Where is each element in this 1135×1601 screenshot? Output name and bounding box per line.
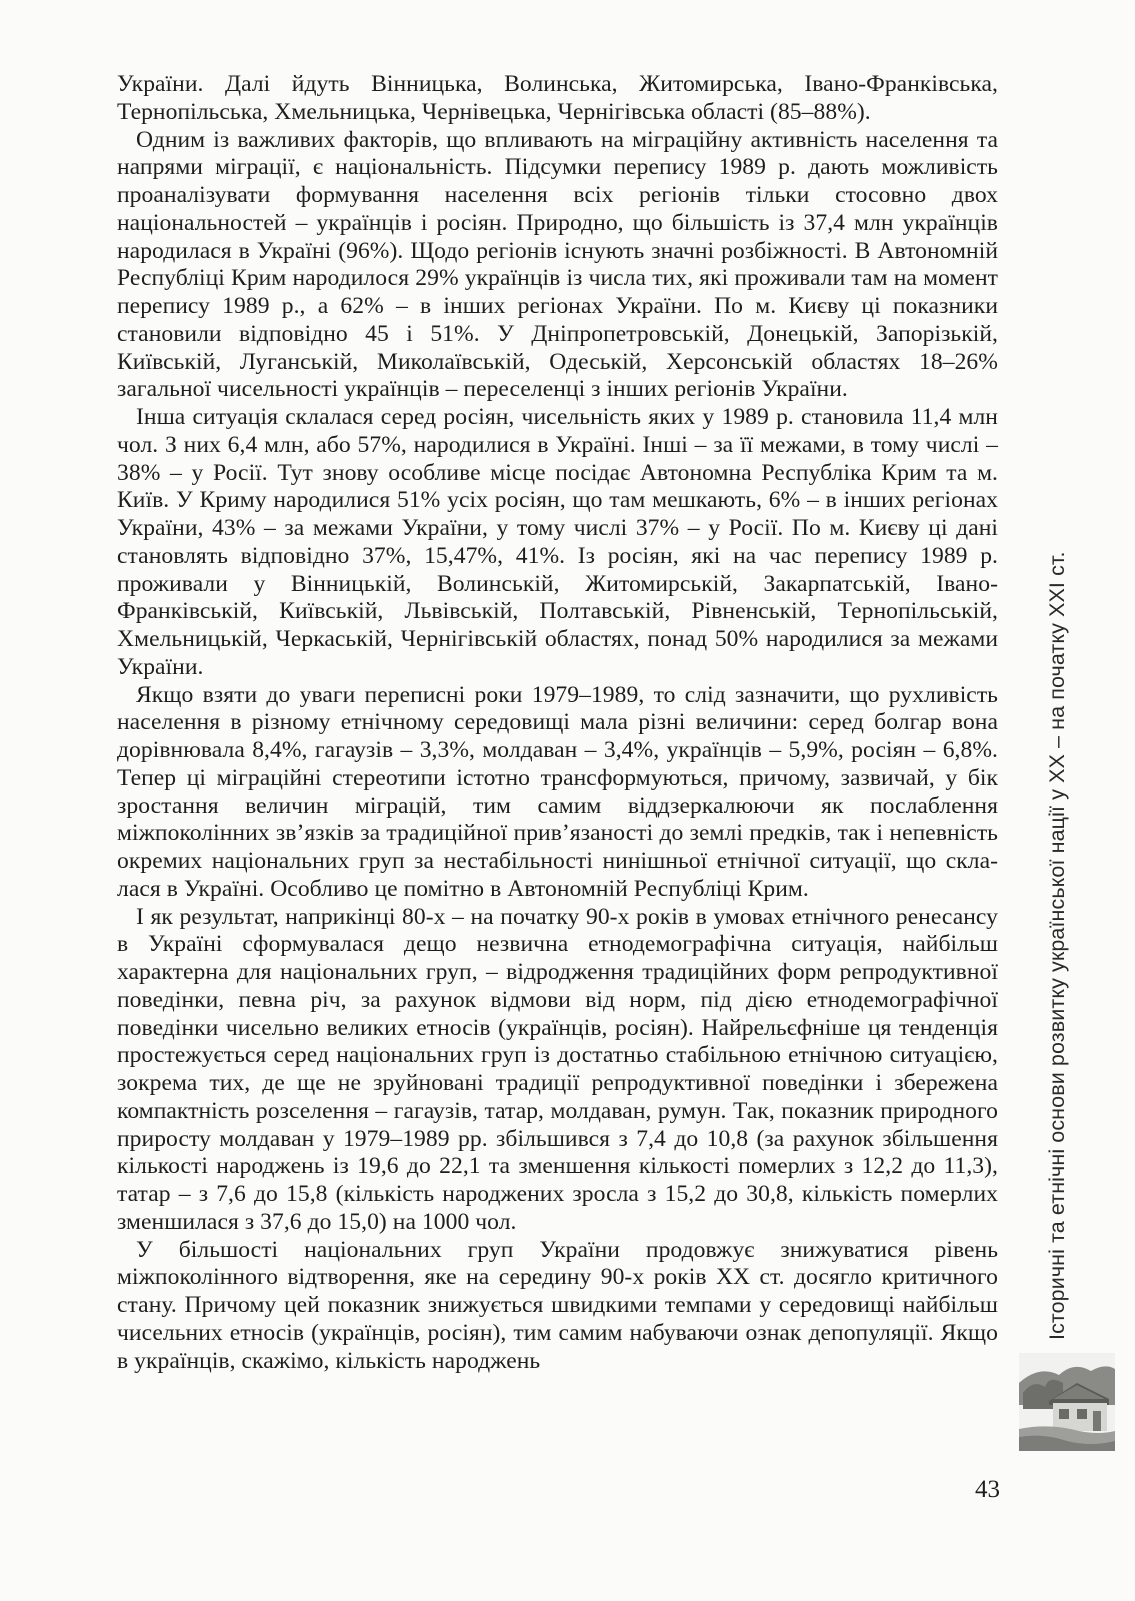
body-text [117, 71, 998, 1375]
page-number: 43 [975, 1476, 1000, 1503]
house-emblem-icon [1019, 1353, 1115, 1451]
paragraph: України. Далі йдуть Вінницька, Волинська, Житомирська, Івано-Франківська, Тернопільська, Хмельницька, Чернівецька, Чернігівська області (85–88%). [117, 71, 998, 125]
paragraph: Інша ситуація склалася серед росіян, чисельність яких у 1989 р. становила 11,4 млн чол. З них 6,4 млн, або 57%, народилися в Україні. Інші – за її межами, в тому числі – 38% – у Росії. Тут знову особливе місце посідає Автономна Республіка Крим та м. Київ. У Криму народилися 51% усіх росіян, що там мешкають, 6% – в інших регіонах України, 43% – за межами України, у тому числі 37% – у Росії. По м. Києву ці дані становлять відповідно 37%, 15,47%, 41%. Із росіян, які на час перепису 1989 р. проживали у Вінницькій, Волинській, Житомирській, Закарпатській, Івано-Франківській, Київській, Львівській, Полтавській, Рівненській, Тернопільській, Хмельницькій, Черкаській, Чернігівській областях, понад 50% народилися за межами України. [117, 404, 998, 680]
paragraph: У більшості національних груп України продовжує знижуватися рівень міжпоколінного відтворення, яке на середину 90-х років ХХ ст. досягло критичного стану. Причому цей показник знижується швидкими темпами у середовищі найбільш чисельних етносів (українців, росіян), тим самим набуваючи ознак депопуляції. Якщо в українців, скажімо, кількість народжень [117, 1236, 998, 1374]
paragraph: Якщо взяти до уваги переписні роки 1979–1989, то слід зазначити, що рухливість населення в різному етнічному середовищі мала різні величини: серед болгар вона дорівнювала 8,4%, гагаузів – 3,3%, молдаван – 3,4%, українців – 5,9%, росіян – 6,8%. Тепер ці міграційні стереотипи істотно трансформуються, причому, зазвичай, у бік зростання величин міграцій, тим самим віддзеркалюючи як послаблення міжпоколінних зв’язків за традиційної прив’язаності до землі предків, так і непевність окремих національних груп за нестабільності нинішньої етнічної ситуації, що склалася в Україні. Особливо це помітно в Автономній Республіці Крим. [117, 681, 998, 902]
paragraph: Одним із важливих факторів, що впливають на міграційну активність населення та напрями міграції, є національність. Підсумки перепису 1989 р. дають можливість проаналізувати формування населення всіх регіонів тільки стосовно двох національностей – українців і росіян. Природно, що більшість із 37,4 млн українців народилася в Україні (96%). Щодо регіонів існують значні розбіжності. В Автономній Республіці Крим народилося 29% українців із числа тих, які проживали там на момент перепису 1989 р., а 62% – в інших регіонах України. По м. Києву ці показники становили відповідно 45 і 51%. У Дніпропетровській, Донецькій, Запорізькій, Київській, Луганській, Миколаївській, Одеській, Херсонській областях 18–26% загальної чисельності українців – переселенці з інших регіонів України. [117, 126, 998, 403]
running-title: Історичні та етнічні основи розвитку української нації у ХХ – на початку ХХІ ст. [1045, 551, 1069, 1340]
paragraph: І як результат, наприкінці 80-х – на початку 90-х років в умовах етнічного ренесансу в Україні сформувалася дещо незвична етнодемографічна ситуація, найбільш характерна для національних груп, – відродження традиційних форм репродуктивної поведінки, певна річ, за рахунок відмови від норм, під дією етнодемографічної поведінки чисельно великих етносів (українців, росіян). Найрельєфніше ця тенденція простежується серед національних груп із достатньо стабільною етнічною ситуацією, зокрема тих, де ще не зруйновані традиції репродуктивної поведінки і збережена компактність розселення – гагаузів, татар, молдаван, румун. Так, показник природного приросту молдаван у 1979–1989 рр. збільшився з 7,4 до 10,8 (за рахунок збільшення кількості народжень із 19,6 до 22,1 та зменшення кількості померлих з 12,2 до 11,3), татар – з 7,6 до 15,8 (кількість народжених зросла з 15,2 до 30,8, кількість померлих зменшилася з 37,6 до 15,0) на 1000 чол. [117, 903, 998, 1235]
